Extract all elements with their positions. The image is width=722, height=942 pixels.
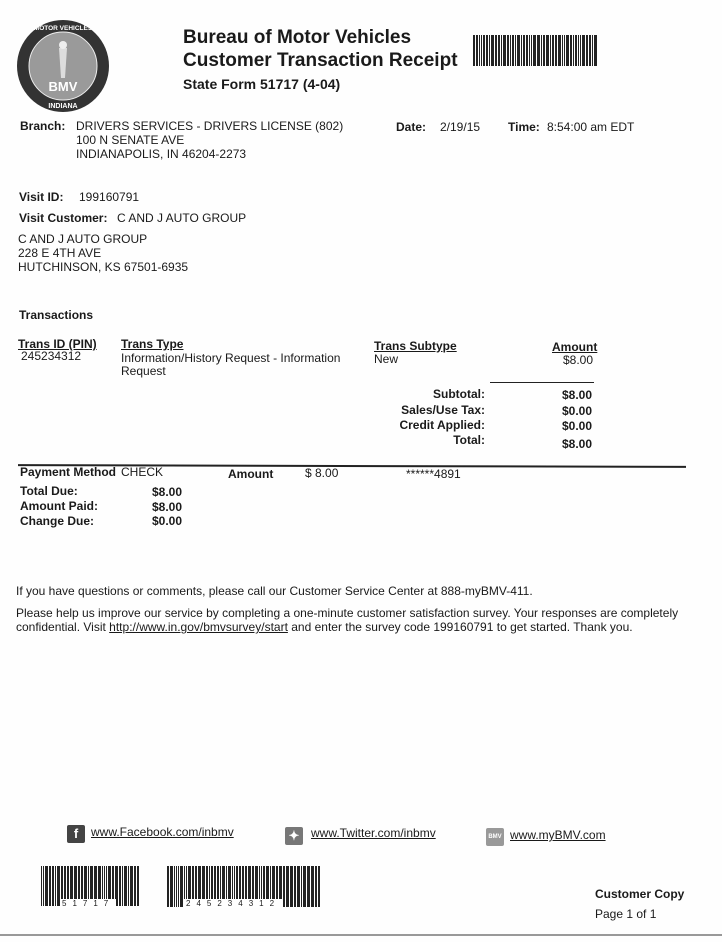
customer-address-line: C AND J AUTO GROUP [18,232,148,246]
total-label: Total: [453,433,485,447]
date-label: Date: [396,120,427,134]
barcode-bar [546,35,549,66]
pin-barcode-digits: 245234312 [186,899,281,908]
barcode-bar [582,35,585,66]
barcode-bar [290,866,293,907]
tax-value: $0.00 [562,404,593,418]
payment-amount-label: Amount [228,467,274,481]
barcode-bar [180,866,183,907]
barcode-bar [564,35,565,66]
barcode-bar [41,866,42,906]
svg-text:INDIANA: INDIANA [48,103,78,110]
state-form: State Form 51717 (4-04) [183,76,341,92]
barcode-bar [483,35,485,66]
barcode-bar [575,35,577,66]
barcode-bar [512,35,514,66]
time-label: Time: [508,120,540,134]
barcode-bar [486,35,488,66]
barcode-bar [526,35,528,66]
credit-value: $0.00 [562,419,593,433]
bmv-web-icon: BMV [486,828,504,846]
barcode-bar [489,35,490,66]
svg-text:MOTOR VEHICLES: MOTOR VEHICLES [33,25,93,32]
svg-text:BMV: BMV [48,79,78,94]
barcode-bar [55,866,56,906]
trans-id: 245234312 [21,349,82,363]
facebook-icon: f [67,825,85,843]
barcode-bar [507,35,509,66]
barcode-bar [537,35,540,66]
twitter-link[interactable]: www.Twitter.com/inbmv [311,826,436,840]
barcode-bar [45,866,48,906]
barcode-bar [498,35,500,66]
barcode-bar [137,866,139,906]
barcode-bar [473,35,475,66]
visit-id: 199160791 [79,190,140,204]
change-due-label: Change Due: [20,514,95,528]
barcode-bar [566,35,569,66]
barcode-bar [307,866,310,907]
customer-address-line: 228 E 4TH AVE [18,246,102,260]
barcode-bar [49,866,51,906]
barcode-bar [589,35,591,66]
barcode-bar [531,35,532,66]
barcode-bar [170,866,173,907]
barcode-bar [476,35,478,66]
trans-subtype: New [374,352,399,366]
visit-id-label: Visit ID: [19,190,64,204]
visit-customer: C AND J AUTO GROUP [117,211,247,225]
form-barcode-digits: 51717 [62,899,115,908]
trans-type: Information/History Request - Information [121,351,341,365]
customer-copy: Customer Copy [595,887,685,901]
payment-divider [18,464,686,468]
payment-method: CHECK [121,465,164,479]
twitter-icon: ✦ [285,827,303,845]
barcode-bar [128,866,129,906]
barcode-bar [481,35,482,66]
barcode-bar [130,866,133,906]
barcode-bar [550,35,551,66]
total-due-value: $8.00 [152,485,183,499]
barcode-bar [283,866,285,907]
barcode-bar [178,866,179,907]
barcode-bar [294,866,296,907]
branch-address2: INDIANAPOLIS, IN 46204-2273 [76,147,247,161]
barcode-bar [578,35,579,66]
col-amount: Amount [552,340,598,354]
barcode-bar [592,35,593,66]
col-trans-type: Trans Type [121,337,184,351]
tax-label: Sales/Use Tax: [401,403,485,417]
total-value: $8.00 [562,437,593,451]
barcode-bar [303,866,306,907]
barcode-bar [594,35,597,66]
questions-note: If you have questions or comments, please call our Customer Service Center at 888-myBMV-411. [16,584,533,598]
survey-note-line1: Please help us improve our service by completing a one-minute customer satisfaction survey. Your responses are completely [16,606,679,620]
subtotal-label: Subtotal: [433,387,485,401]
barcode-bar [533,35,536,66]
col-trans-subtype: Trans Subtype [374,339,457,353]
barcode-bar [479,35,480,66]
barcode-bar [43,866,44,906]
col-trans-id: Trans ID (PIN) [18,337,97,351]
change-due-value: $0.00 [152,514,183,528]
subtotal-value: $8.00 [562,388,593,402]
page-edge [0,934,722,936]
barcode-bar [167,866,169,907]
barcode-bar [552,35,554,66]
barcode-bar [286,866,289,907]
barcode-bar [122,866,123,906]
survey-text: confidential. Visit [16,620,110,634]
barcode-bar [570,35,572,66]
branch-address1: 100 N SENATE AVE [76,133,185,147]
branch-name: DRIVERS SERVICES - DRIVERS LICENSE (802) [76,119,344,133]
amount-paid-value: $8.00 [152,500,183,514]
barcode-bar [541,35,542,66]
barcode-bar [495,35,497,66]
barcode-bar [301,866,302,907]
trans-amount: $8.00 [563,353,594,367]
payment-method-label: Payment Method [20,465,117,479]
barcode-bar [523,35,525,66]
barcode-bar [515,35,516,66]
barcode-bar [558,35,561,66]
barcode-bar [315,866,317,907]
barcode-bar [501,35,502,66]
barcode-bar [491,35,494,66]
barcode-bar [555,35,557,66]
barcode-bar [318,866,320,907]
date-value: 2/19/15 [440,120,481,134]
visit-customer-label: Visit Customer: [19,211,108,225]
barcode-bar [562,35,563,66]
title-line1: Bureau of Motor Vehicles [183,27,412,48]
bmv-seal-logo [15,18,111,114]
customer-address-line: HUTCHINSON, KS 67501-6935 [18,260,189,274]
total-due-label: Total Due: [20,484,78,498]
barcode-bar [176,866,177,907]
time-value: 8:54:00 am EDT [547,120,635,134]
title-line2: Customer Transaction Receipt [183,50,458,71]
survey-text: and enter the survey code 199160791 to get started. Thank you. [287,620,633,634]
barcode-bar [521,35,522,66]
transactions-heading: Transactions [19,308,94,322]
barcode-bar [543,35,545,66]
facebook-link[interactable]: www.Facebook.com/inbmv [91,825,234,839]
payment-amount: $ 8.00 [305,466,339,480]
subtotal-divider [490,382,594,383]
branch-label: Branch: [20,119,66,133]
survey-note-line2 [16,620,633,634]
barcode-bar [503,35,506,66]
barcode-bar [586,35,588,66]
trans-type-cont: Request [121,364,166,378]
mybmv-link[interactable]: www.myBMV.com [510,828,606,842]
barcode-bar [52,866,54,906]
payment-account: ******4891 [406,467,461,481]
survey-link[interactable]: http://www.in.gov/bmvsurvey/start [109,620,288,634]
barcode-bar [510,35,511,66]
barcode-bar [573,35,574,66]
barcode-bar [529,35,530,66]
barcode-bar [517,35,520,66]
header-barcode [473,35,598,66]
credit-label: Credit Applied: [399,418,485,432]
barcode-bar [297,866,300,907]
barcode-bar [124,866,127,906]
amount-paid-label: Amount Paid: [20,499,98,513]
barcode-bar [174,866,175,907]
barcode-bar [311,866,314,907]
barcode-bar [119,866,121,906]
barcode-bar [134,866,136,906]
barcode-bar [580,35,581,66]
page-number: Page 1 of 1 [595,907,657,921]
